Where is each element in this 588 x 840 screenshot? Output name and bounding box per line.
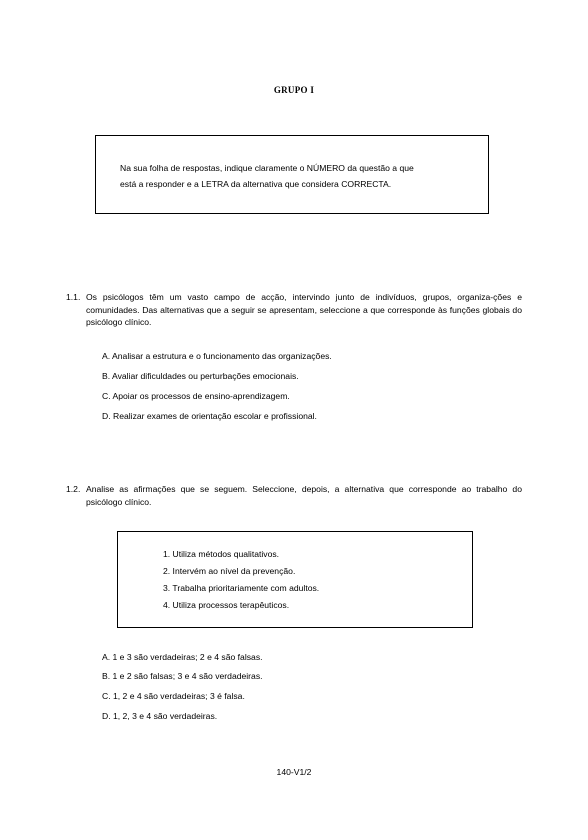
statement-1: 1. Utiliza métodos qualitativos. — [163, 549, 280, 559]
instructions-text — [120, 160, 480, 192]
question-1-2 — [66, 483, 522, 508]
option-a: A. 1 e 3 são verdadeiras; 2 e 4 são falsas. — [102, 652, 263, 662]
question-text: Os psicólogos têm um vasto campo de acção, intervindo junto de indivíduos, grupos, organiza-ções e comunidades. Das alternativas que a seguir se apresentam, seleccione a que corresponde às funções globais do psicólogo clínico. — [86, 292, 522, 327]
question-text: Analise as afirmações que se seguem. Seleccione, depois, a alternativa que corresponde ao trabalho do psicólogo clínico. — [86, 484, 522, 507]
page-footer-code: 140-V1/2 — [276, 767, 312, 777]
option-d: D. Realizar exames de orientação escolar e profissional. — [102, 411, 317, 421]
option-b: B. Avaliar dificuldades ou perturbações emocionais. — [102, 371, 299, 381]
question-number: 1.2. — [66, 484, 81, 494]
option-b: B. 1 e 2 são falsas; 3 e 4 são verdadeiras. — [102, 671, 263, 681]
option-c: C. Apoiar os processos de ensino-aprendizagem. — [102, 391, 290, 401]
option-a: A. Analisar a estrutura e o funcionamento das organizações. — [102, 351, 332, 361]
section-title: GRUPO I — [273, 85, 315, 95]
instructions-line-1: Na sua folha de respostas, indique claramente o NÚMERO da questão a que — [120, 163, 414, 173]
statement-3: 3. Trabalha prioritariamente com adultos. — [163, 583, 320, 593]
option-d: D. 1, 2, 3 e 4 são verdadeiras. — [102, 711, 218, 721]
option-c: C. 1, 2 e 4 são verdadeiras; 3 é falsa. — [102, 691, 245, 701]
question-number: 1.1. — [66, 292, 81, 302]
statements-box — [117, 531, 473, 628]
instructions-line-2: está a responder e a LETRA da alternativa que considera CORRECTA. — [120, 179, 392, 189]
statement-2: 2. Intervém ao nível da prevenção. — [163, 566, 296, 576]
instructions-box — [95, 135, 489, 214]
question-1-1 — [66, 291, 522, 329]
statement-4: 4. Utiliza processos terapêuticos. — [163, 600, 290, 610]
